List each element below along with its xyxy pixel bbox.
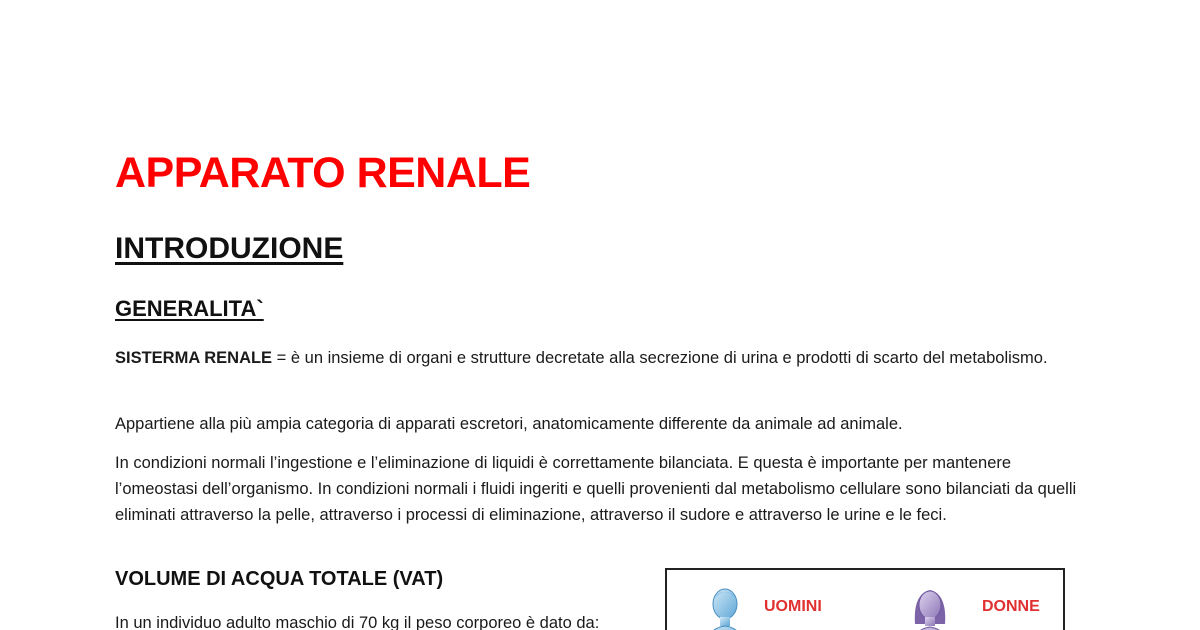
paragraph-peso-corporeo: In un individuo adulto maschio di 70 kg il peso corporeo è dato da:	[115, 614, 600, 630]
label-donne: DONNE	[982, 598, 1040, 615]
female-figure-icon	[907, 584, 953, 630]
definition-term: SISTERMA RENALE	[115, 349, 273, 367]
subsection-heading-generalita: GENERALITA`	[115, 296, 264, 321]
body-water-figure	[665, 568, 1065, 630]
paragraph-omeostasi: In condizioni normali l’ingestione e l’eliminazione di liquidi è correttamente bilanciata. E questa è importante per mantenere l’omeostasi dell’organismo. In condizioni normali i fluidi ingeriti e quelli provenienti dal metabolismo cellulare sono bilanciati da quelli eliminati attraverso la pelle, attraverso i processi di eliminazione, attraverso il sudore e attraverso le urine e le feci.	[115, 454, 1077, 524]
section-heading-introduzione: INTRODUZIONE	[115, 232, 344, 265]
male-figure-icon	[702, 584, 748, 630]
label-uomini: UOMINI	[764, 598, 822, 615]
document-title: APPARATO RENALE	[115, 149, 531, 197]
paragraph-escretori: Appartiene alla più ampia categoria di apparati escretori, anatomicamente differente da animale ad animale.	[115, 415, 903, 433]
definition-paragraph	[115, 345, 1095, 371]
definition-text: = è un insieme di organi e strutture decretate alla secrezione di urina e prodotti di scarto del metabolismo.	[272, 349, 1048, 367]
heading-vat: VOLUME DI ACQUA TOTALE (VAT)	[115, 568, 444, 590]
